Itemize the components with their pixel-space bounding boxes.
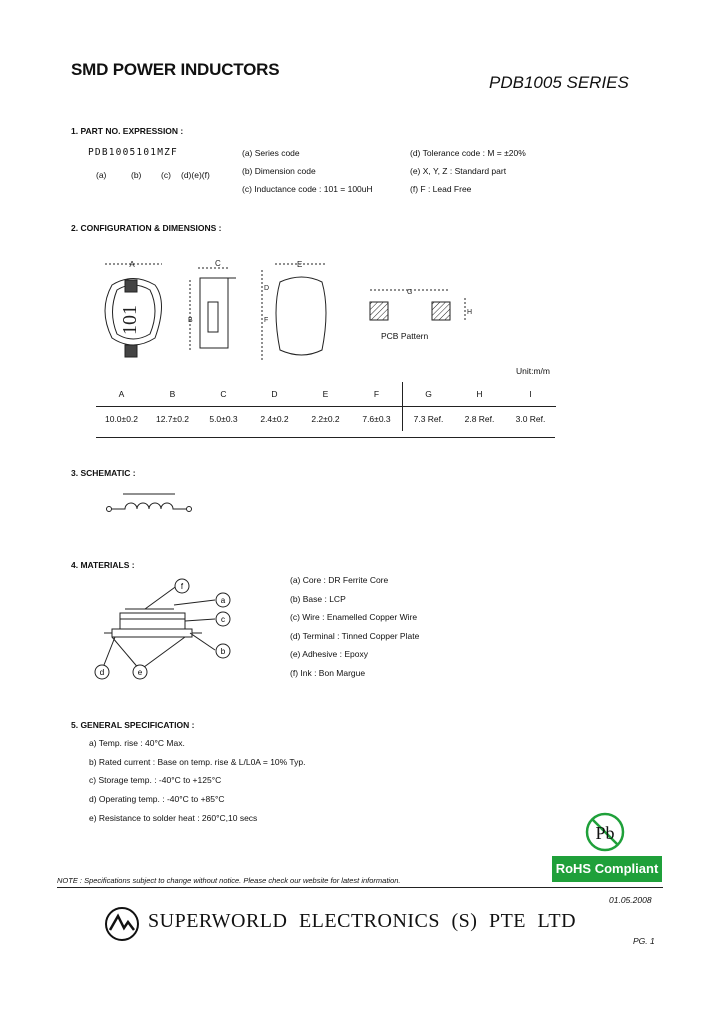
dim-col-e: E [300, 382, 351, 407]
unit-label: Unit:m/m [516, 366, 550, 376]
dim-label-h: H [467, 309, 473, 316]
callout-f: f [180, 582, 184, 591]
dim-label-b: B [188, 317, 193, 324]
part-desc-f: (f) F : Lead Free [410, 184, 472, 194]
pcb-pattern-label: PCB Pattern [381, 331, 429, 341]
front-view-drawing [262, 260, 326, 360]
marker-def: (d)(e)(f) [181, 170, 210, 180]
dim-val-e: 2.2±0.2 [311, 414, 340, 424]
callout-e: e [137, 668, 143, 677]
dim-col-c: C [198, 382, 249, 407]
series-name: PDB1005 SERIES [489, 73, 629, 92]
document-title: SMD POWER INDUCTORS [71, 60, 280, 79]
pb-symbol: Pb [595, 823, 615, 843]
dim-col-d: D [249, 382, 300, 407]
marker-b: (b) [131, 170, 142, 180]
marker-a: (a) [96, 170, 107, 180]
company-logo-icon [104, 906, 140, 942]
dim-val-g: 7.3 Ref. [403, 407, 455, 432]
section-heading-materials: 4. MATERIALS : [71, 560, 135, 570]
dimension-drawings [90, 250, 490, 375]
material-d: (d) Terminal : Tinned Copper Plate [290, 631, 420, 641]
dimensions-header-row [96, 382, 556, 407]
dim-col-a: A [96, 382, 147, 407]
part-desc-a: (a) Series code [242, 148, 300, 158]
callout-b: b [220, 647, 226, 656]
callout-a: a [220, 596, 226, 605]
side-view-drawing [188, 259, 236, 350]
document-date: 01.05.2008 [609, 895, 652, 905]
dim-val-b: 12.7±0.2 [155, 414, 190, 424]
marker-c: (c) [161, 170, 171, 180]
spec-storage-temp: c) Storage temp. : -40°C to +125°C [89, 775, 222, 785]
spec-operating-temp: d) Operating temp. : -40°C to +85°C [89, 794, 225, 804]
material-b: (b) Base : LCP [290, 594, 346, 604]
dim-col-f: F [351, 382, 403, 407]
spec-temp-rise: a) Temp. rise : 40°C Max. [89, 738, 185, 748]
dim-val-h: 2.8 Ref. [464, 414, 495, 424]
part-number-code: PDB1005101MZF [88, 147, 178, 158]
page-number: PG. 1 [633, 936, 655, 946]
dim-val-d: 2.4±0.2 [260, 414, 289, 424]
company-name: SUPERWORLD ELECTRONICS (S) PTE LTD [148, 910, 577, 932]
part-desc-e: (e) X, Y, Z : Standard part [410, 166, 507, 176]
pcb-pattern-drawing [370, 289, 472, 322]
section-heading-schematic: 3. SCHEMATIC : [71, 468, 136, 478]
dim-col-g: G [403, 382, 455, 407]
spec-rated-current: b) Rated current : Base on temp. rise & L/L0A = 10% Typ. [89, 757, 306, 767]
callout-c: c [221, 615, 225, 624]
material-f: (f) Ink : Bon Margue [290, 668, 366, 678]
inductance-marking: 101 [119, 305, 141, 335]
materials-cross-section [90, 575, 240, 685]
top-view-drawing [105, 260, 162, 357]
section-heading-part-no: 1. PART NO. EXPRESSION : [71, 126, 184, 136]
dim-val-a: 10.0±0.2 [104, 414, 139, 424]
dim-val-c: 5.0±0.3 [209, 414, 238, 424]
dimensions-value-row [96, 407, 556, 432]
dim-val-i: 3.0 Ref. [515, 414, 546, 424]
dim-col-h: H [454, 382, 505, 407]
dimensions-table [96, 382, 556, 431]
material-e: (e) Adhesive : Epoxy [290, 649, 368, 659]
spec-solder-heat: e) Resistance to solder heat : 260°C,10 secs [89, 813, 258, 823]
material-a: (a) Core : DR Ferrite Core [290, 575, 389, 585]
part-desc-d: (d) Tolerance code : M = ±20% [410, 148, 526, 158]
callout-d: d [99, 668, 105, 677]
dim-col-b: B [147, 382, 198, 407]
dim-label-a: A [129, 260, 135, 269]
part-desc-b: (b) Dimension code [242, 166, 316, 176]
section-heading-general: 5. GENERAL SPECIFICATION : [71, 720, 195, 730]
inductor-symbol-icon [105, 488, 195, 518]
dim-label-e: E [297, 260, 303, 269]
part-desc-c: (c) Inductance code : 101 = 100uH [242, 184, 373, 194]
section-heading-config: 2. CONFIGURATION & DIMENSIONS : [71, 223, 222, 233]
dim-col-i: I [505, 382, 556, 407]
footer-note: NOTE : Specifications subject to change without notice. Please check our website for latest information. [57, 876, 401, 885]
dim-label-f: F [264, 317, 269, 324]
rohs-badge: RoHS Compliant [552, 856, 662, 882]
dim-label-c: C [215, 259, 221, 268]
table-bottom-rule [96, 437, 555, 438]
lead-free-icon [583, 810, 627, 854]
dim-label-g: G [407, 289, 413, 296]
dim-val-f: 7.6±0.3 [362, 414, 391, 424]
footer-rule [57, 887, 663, 888]
material-c: (c) Wire : Enamelled Copper Wire [290, 612, 418, 622]
dim-label-d: D [264, 285, 270, 292]
